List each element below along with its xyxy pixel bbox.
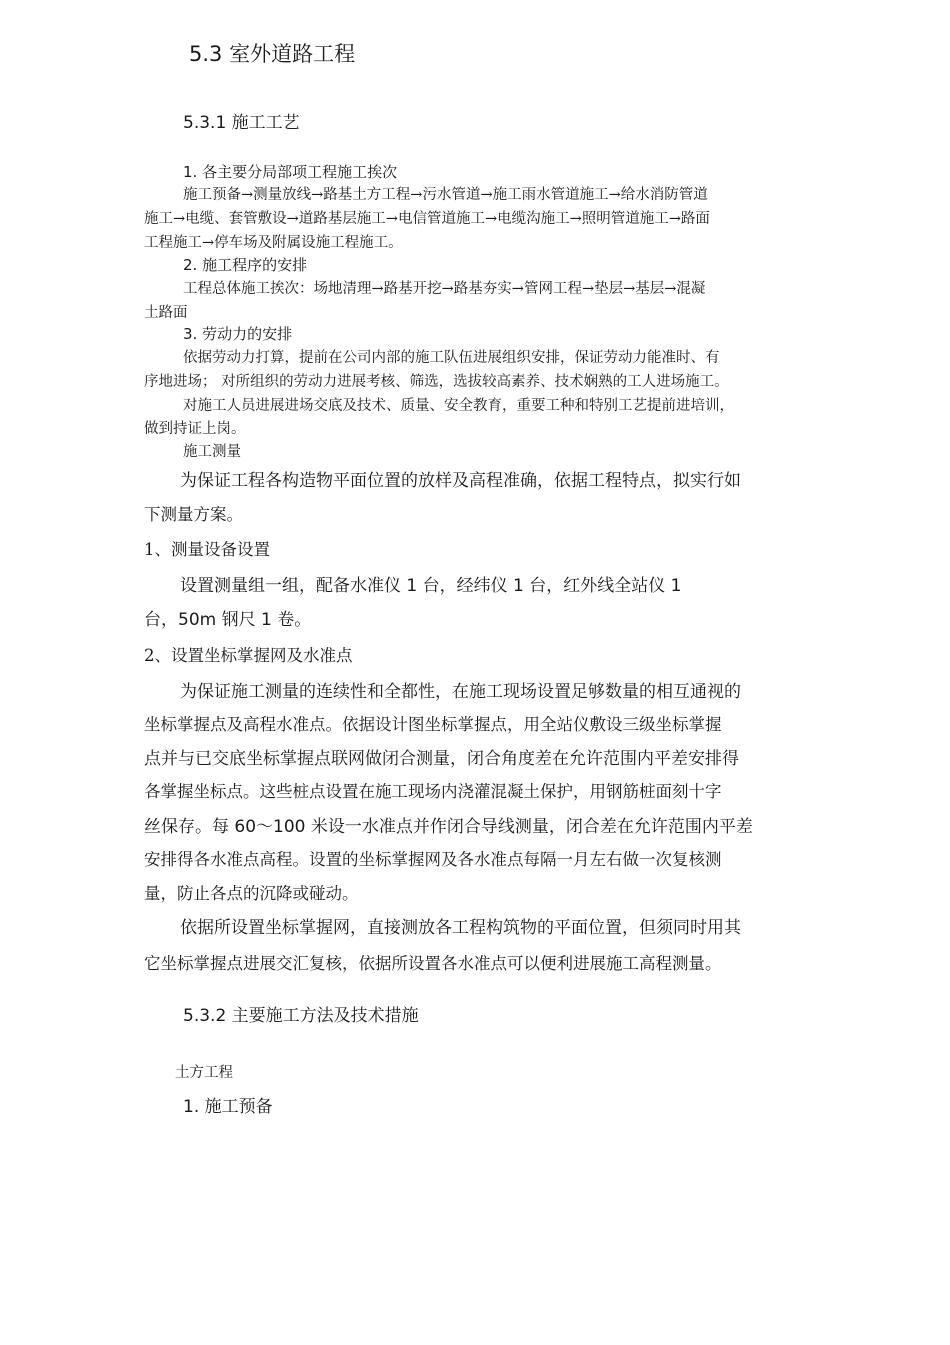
survey-para2-line: 它坐标掌握点进展交汇复核，依据所设置各水准点可以便利进展施工高程测量。 <box>144 954 722 973</box>
survey-heading: 施工测量 <box>183 444 241 460</box>
survey-para1-line: 点并与已交底坐标掌握点联网做闭合测量，闭合角度差在允许范围内平差安排得 <box>144 749 739 769</box>
item2-heading: 2. 施工程序的安排 <box>183 256 308 274</box>
survey-para1-line: 量，防止各点的沉降或碰动。 <box>144 884 359 903</box>
survey-para1-line: 安排得各水准点高程。设置的坐标掌握网及各水准点每隔一月左右做一次复核测 <box>144 850 722 869</box>
survey-sub1: 1、测量设备设置 <box>144 540 270 559</box>
survey-intro-line: 下测量方案。 <box>144 505 243 524</box>
item1-heading: 1. 各主要分局部项工程施工挨次 <box>183 163 398 181</box>
item1-line: 施工预备→测量放线→路基土方工程→污水管道→施工雨水管道施工→给水消防管道 <box>183 187 708 203</box>
survey-para1-line: 为保证施工测量的连续性和全都性，在施工现场设置足够数量的相互通视的 <box>180 682 741 702</box>
item3-line: 做到持证上岗。 <box>144 421 246 437</box>
survey-intro-line: 为保证工程各构造物平面位置的放样及高程准确，依据工程特点，拟实行如 <box>180 471 741 491</box>
item1-line: 施工→电缆、套管敷设→道路基层施工→电信管道施工→电缆沟施工→照明管道施工→路面 <box>144 211 710 227</box>
item3-line: 依据劳动力打算，提前在公司内部的施工队伍进展组织安排，保证劳动力能准时、有 <box>183 350 720 366</box>
item2-line: 土路面 <box>144 305 188 321</box>
section-title-5-3: 5.3 室外道路工程 <box>189 42 356 66</box>
survey-para1-line: 丝保存。每 60～100 米设一水准点并作闭合导线测量，闭合差在允许范围内平差 <box>144 817 753 837</box>
item2-line: 工程总体施工挨次：场地清理→路基开挖→路基夯实→管网工程→垫层→基层→混凝 <box>183 281 706 297</box>
earthwork-heading: 土方工程 <box>175 1065 233 1081</box>
item3-line: 对施工人员进展进场交底及技术、质量、安全教育，重要工种和特别工艺提前进培训， <box>183 398 734 414</box>
survey-equip-line: 设置测量组一组，配备水准仪 1 台，经纬仪 1 台，红外线全站仪 1 <box>180 576 682 596</box>
survey-sub2: 2、设置坐标掌握网及水准点 <box>144 646 353 665</box>
section-title-5-3-1: 5.3.1 施工工艺 <box>183 113 300 133</box>
item1-line: 工程施工→停车场及附属设施工程施工。 <box>144 235 403 251</box>
item3-line: 序地进场； 对所组织的劳动力进展考核、筛选，选拔较高素养、技术娴熟的工人进场施工。 <box>144 374 729 390</box>
survey-para2-line: 依据所设置坐标掌握网，直接测放各工程构筑物的平面位置，但须同时用其 <box>180 918 741 938</box>
section-title-5-3-2: 5.3.2 主要施工方法及技术措施 <box>183 1006 419 1026</box>
survey-para1-line: 各掌握坐标点。这些桩点设置在施工现场内浇灌混凝土保护，用钢筋桩面刻十字 <box>144 782 722 801</box>
item3-heading: 3. 劳动力的安排 <box>183 325 293 343</box>
survey-para1-line: 坐标掌握点及高程水准点。依据设计图坐标掌握点，用全站仪敷设三级坐标掌握 <box>144 715 722 734</box>
survey-equip-line: 台，50m 钢尺 1 卷。 <box>144 610 312 630</box>
earthwork-item1: 1. 施工预备 <box>183 1097 273 1117</box>
